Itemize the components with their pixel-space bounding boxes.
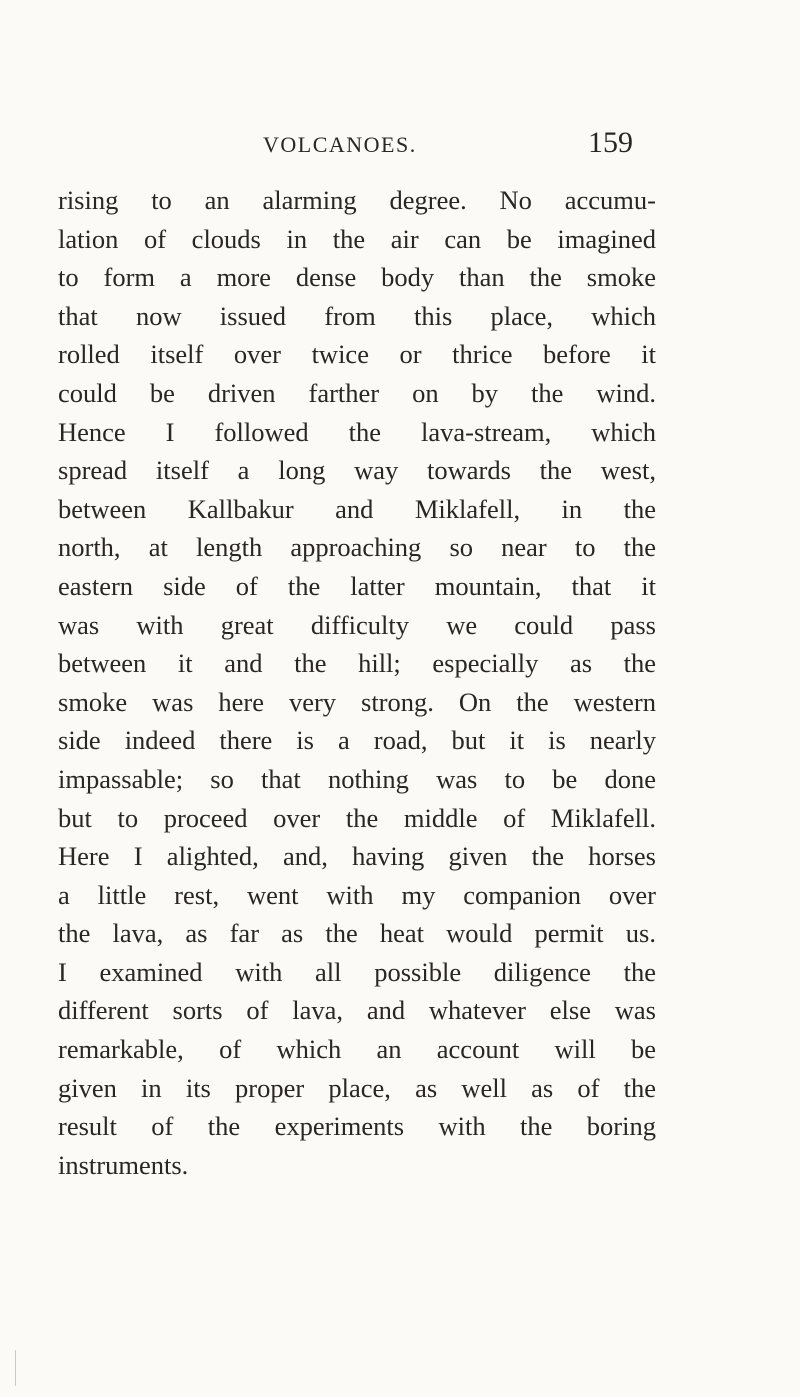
text-line: I examined with all possible diligence the <box>58 956 656 987</box>
text-line: spread itself a long way towards the west, <box>58 455 656 486</box>
text-line: Hence I followed the lava-stream, which <box>58 416 656 447</box>
text-line: the lava, as far as the heat would permit us. <box>58 918 656 949</box>
text-line: result of the experiments with the boring <box>58 1111 656 1142</box>
text-line: eastern side of the latter mountain, that it <box>58 570 656 601</box>
text-line: Here I alighted, and, having given the horses <box>58 841 656 872</box>
text-line: smoke was here very strong. On the western <box>58 686 656 717</box>
text-line: was with great difficulty we could pass <box>58 609 656 640</box>
text-line: to form a more dense body than the smoke <box>58 262 656 293</box>
text-line: given in its proper place, as well as of the <box>58 1072 656 1103</box>
text-line: but to proceed over the middle of Miklafell. <box>58 802 656 833</box>
text-line: different sorts of lava, and whatever else was <box>58 995 656 1026</box>
text-line: instruments. <box>58 1149 189 1180</box>
body-text <box>58 181 656 1184</box>
text-line: between it and the hill; especially as the <box>58 648 656 679</box>
running-head: VOLCANOES. <box>263 132 417 157</box>
page-number: 159 <box>588 126 633 159</box>
text-line: rolled itself over twice or thrice before it <box>58 339 656 370</box>
text-line: remarkable, of which an account will be <box>58 1034 656 1065</box>
text-line: could be driven farther on by the wind. <box>58 377 656 408</box>
text-line: lation of clouds in the air can be imagined <box>58 223 656 254</box>
text-line: that now issued from this place, which <box>58 300 656 331</box>
text-line: north, at length approaching so near to the <box>58 532 656 563</box>
text-line: side indeed there is a road, but it is nearly <box>58 725 656 756</box>
text-line: impassable; so that nothing was to be done <box>58 763 656 794</box>
page-edge-mark <box>15 1350 16 1386</box>
text-line: rising to an alarming degree. No accumu- <box>58 185 656 215</box>
text-line: a little rest, went with my companion over <box>58 879 656 910</box>
text-line: between Kallbakur and Miklafell, in the <box>58 493 656 524</box>
